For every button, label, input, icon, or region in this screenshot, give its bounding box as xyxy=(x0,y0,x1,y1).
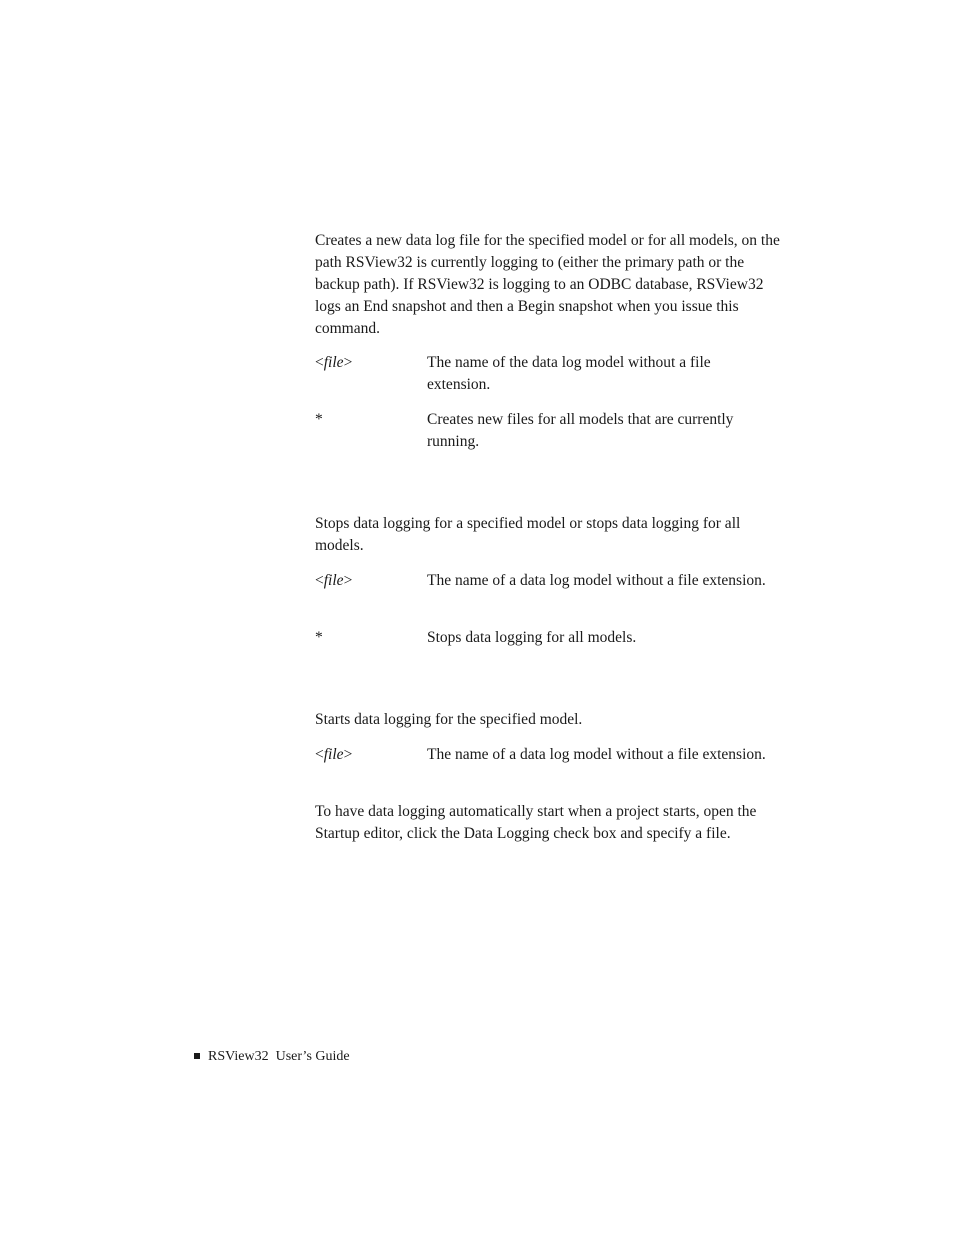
param-name: * xyxy=(315,629,323,646)
param-name: * xyxy=(315,411,323,428)
param-description: The name of a data log model without a file extension. xyxy=(427,746,766,763)
param-name: <file> xyxy=(315,572,353,589)
page-footer xyxy=(194,1048,350,1066)
section3-note: To have data logging automatically start when a project starts, open the Startup editor, click the Data Logging check box and specify a file. xyxy=(315,803,757,842)
section2-description: Stops data logging for a specified model or stops data logging for all models. xyxy=(315,515,741,554)
section3-description: Starts data logging for the specified model. xyxy=(315,711,583,728)
footer-title: RSView32 User’s Guide xyxy=(208,1049,350,1064)
param-name: <file> xyxy=(315,354,353,371)
square-bullet-icon xyxy=(194,1053,200,1059)
section1-description: Creates a new data log file for the specified model or for all models, on the path RSView32 is currently logging to (either the primary path or the backup path). If RSView32 is logging to an ODBC database, RSView32 logs an End snapshot and then a Begin snapshot when you issue this command. xyxy=(315,232,780,337)
param-description: The name of a data log model without a file extension. xyxy=(427,572,766,589)
param-description: The name of the data log model without a file extension. xyxy=(427,354,711,393)
param-name: <file> xyxy=(315,746,353,763)
param-description: Stops data logging for all models. xyxy=(427,629,637,646)
param-description: Creates new files for all models that are currently running. xyxy=(427,411,734,450)
